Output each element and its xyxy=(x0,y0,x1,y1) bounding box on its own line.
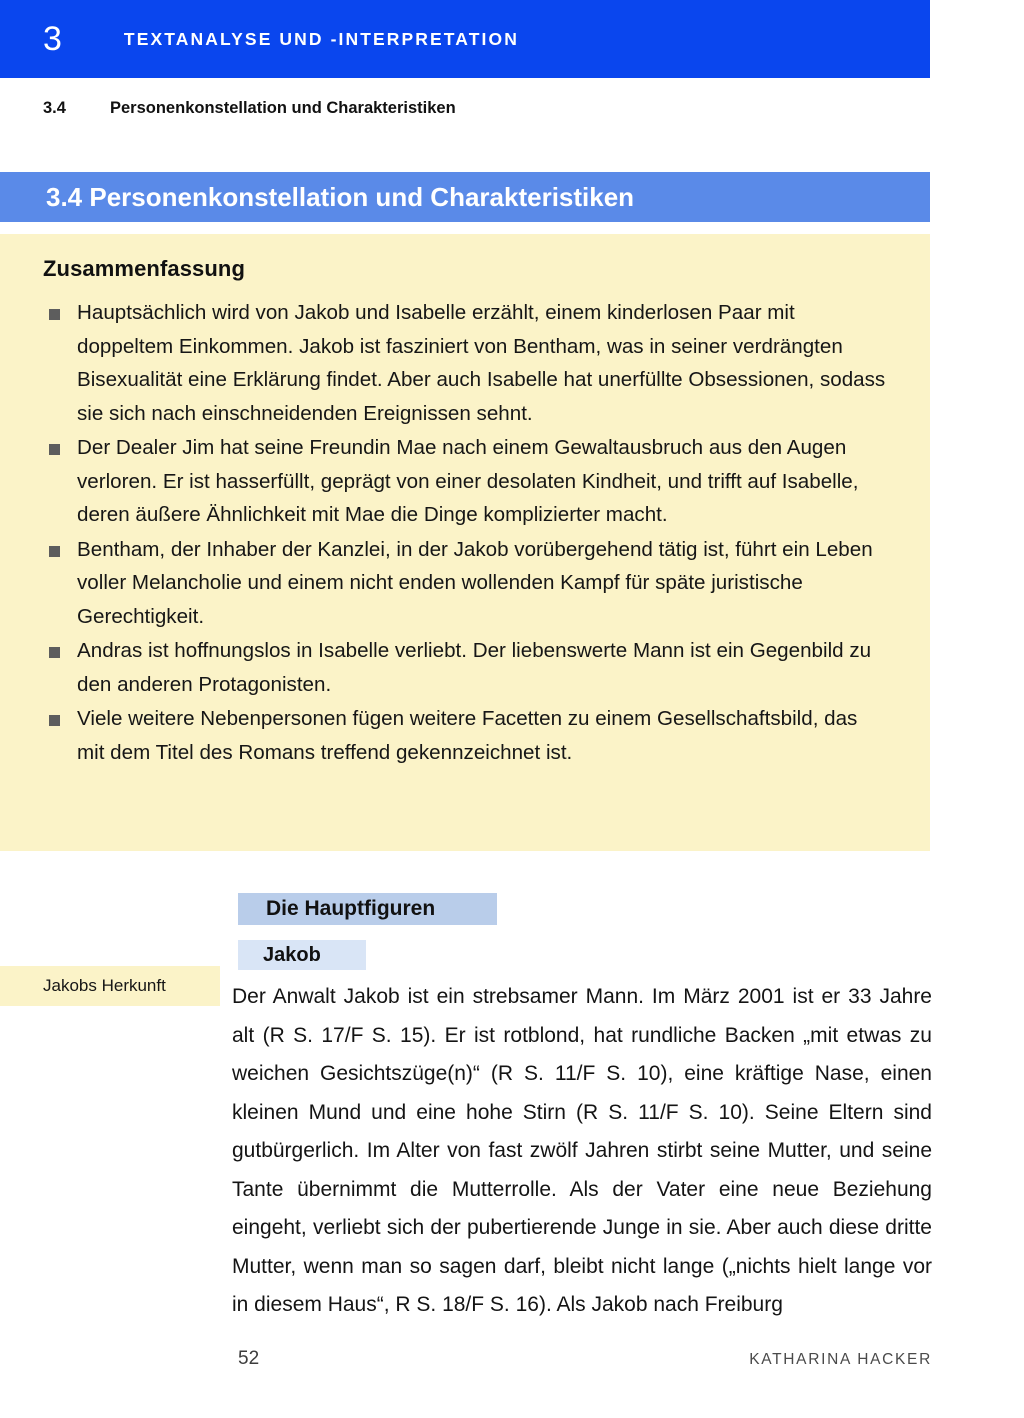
list-item xyxy=(43,431,890,532)
list-item-text: Der Dealer Jim hat seine Freundin Mae nach einem Gewaltausbruch aus den Augen verloren. Er ist hasserfüllt, geprägt von einer desolaten Kindheit, und trifft auf Isabelle, deren äußere Ähnlichkeit mit Mae die Dinge komplizierter macht. xyxy=(77,436,859,526)
margin-note-label: Jakobs Herkunft xyxy=(43,976,166,995)
list-item-text: Andras ist hoffnungslos in Isabelle verliebt. Der liebenswerte Mann ist ein Gegenbild zu den anderen Protagonisten. xyxy=(77,639,872,696)
list-item xyxy=(43,296,890,430)
section-title: 3.4 Personenkonstellation und Charakteristiken xyxy=(46,181,635,212)
list-item xyxy=(43,533,890,634)
subheading-main-figures-label: Die Hauptfiguren xyxy=(266,897,436,920)
summary-heading: Zusammenfassung xyxy=(43,256,245,281)
list-item xyxy=(43,702,890,769)
chapter-number: 3 xyxy=(43,20,62,58)
list-item xyxy=(43,634,890,701)
square-bullet-icon xyxy=(49,647,60,658)
subheading-main-figures xyxy=(238,893,497,925)
list-item-text: Viele weitere Nebenpersonen fügen weitere Facetten zu einem Gesellschaftsbild, das mit dem Titel des Romans treffend gekennzeichnet ist. xyxy=(77,707,858,764)
list-item-text: Hauptsächlich wird von Jakob und Isabelle erzählt, einem kinderlosen Paar mit doppeltem Einkommen. Jakob ist fasziniert von Bentham, was in seiner verdrängten Bisexualität eine Erklärung findet. Aber auch Isabelle hat unerfüllte Obsessionen, sodass sie sich nach einschneidenden Ereignissen sehnt. xyxy=(77,301,886,425)
body-paragraph: Der Anwalt Jakob ist ein strebsamer Mann. Im März 2001 ist er 33 Jahre alt (R S. 17/F S. 15). Er ist rotblond, hat rundliche Backen „mit etwas zu weichen Gesichtszüge(n)“ (R S. 11/F S. 10), eine kräftige Nase, einen kleinen Mund und eine hohe Stirn (R S. 11/F S. 10). Seine Eltern sind gutbürgerlich. Im Alter von fast zwölf Jahren stirbt seine Mutter, und seine Tante übernimmt die Mutterrolle. Als der Vater eine neue Beziehung eingeht, verliebt sich der pubertierende Junge in sie. Aber auch diese dritte Mutter, wenn man so sagen darf, bleibt nicht lange („nichts hielt lange vor in diesem Haus“, R S. 18/F S. 16). Als Jakob nach Freiburg xyxy=(232,985,932,1316)
breadcrumb-label: Personenkonstellation und Charakteristiken xyxy=(110,99,456,117)
chapter-header-band xyxy=(0,0,930,78)
summary-box xyxy=(0,234,930,851)
body-text-column xyxy=(232,978,932,1325)
square-bullet-icon xyxy=(49,309,60,320)
breadcrumb xyxy=(43,99,456,118)
subheading-character xyxy=(238,940,366,970)
breadcrumb-number: 3.4 xyxy=(43,99,66,117)
footer-page-number: 52 xyxy=(238,1348,260,1369)
chapter-title: TEXTANALYSE UND -INTERPRETATION xyxy=(123,28,519,49)
square-bullet-icon xyxy=(49,546,60,557)
square-bullet-icon xyxy=(49,444,60,455)
subheading-character-label: Jakob xyxy=(263,943,321,966)
footer-book-title: KATHARINA HACKER xyxy=(749,1351,932,1368)
margin-note xyxy=(0,966,220,1006)
section-title-bar xyxy=(0,172,930,222)
list-item-text: Bentham, der Inhaber der Kanzlei, in der Jakob vorübergehend tätig ist, führt ein Leben voller Melancholie und einem nicht enden wollenden Kampf für späte juristische Gerechtigkeit. xyxy=(77,537,873,628)
summary-list xyxy=(43,296,890,769)
square-bullet-icon xyxy=(49,715,60,726)
